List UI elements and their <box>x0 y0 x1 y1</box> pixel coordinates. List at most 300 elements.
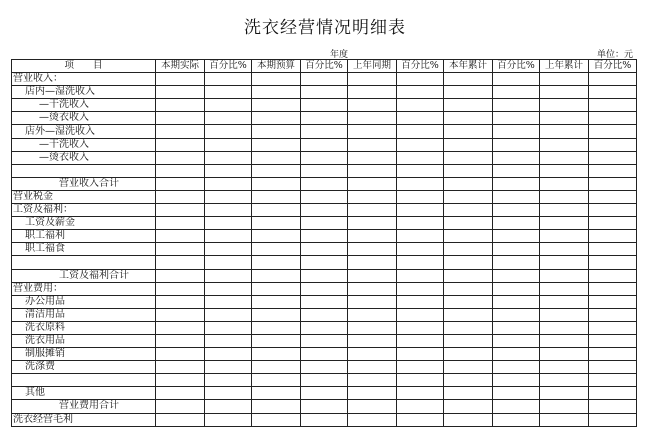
value-cell[interactable] <box>205 177 252 190</box>
value-cell[interactable] <box>205 361 252 374</box>
value-cell[interactable] <box>252 151 301 164</box>
value-cell[interactable] <box>301 86 348 99</box>
value-cell[interactable] <box>589 321 637 334</box>
value-cell[interactable] <box>444 269 493 282</box>
value-cell[interactable] <box>205 151 252 164</box>
value-cell[interactable] <box>205 190 252 203</box>
value-cell[interactable] <box>397 321 444 334</box>
value-cell[interactable] <box>252 125 301 138</box>
value-cell[interactable] <box>348 348 397 361</box>
value-cell[interactable] <box>348 295 397 308</box>
value-cell[interactable] <box>444 151 493 164</box>
value-cell[interactable] <box>205 86 252 99</box>
value-cell[interactable] <box>397 243 444 256</box>
row-label: 清洁用品 <box>12 308 156 321</box>
value-cell[interactable] <box>397 204 444 217</box>
value-cell[interactable] <box>156 99 205 112</box>
value-cell[interactable] <box>301 387 348 400</box>
row-label <box>12 164 156 177</box>
value-cell[interactable] <box>156 243 205 256</box>
value-cell[interactable] <box>397 256 444 269</box>
value-cell[interactable] <box>397 361 444 374</box>
value-cell[interactable] <box>493 295 540 308</box>
value-cell[interactable] <box>301 334 348 347</box>
value-cell[interactable] <box>205 99 252 112</box>
row-label: 办公用品 <box>12 295 156 308</box>
value-cell[interactable] <box>348 190 397 203</box>
value-cell[interactable] <box>444 177 493 190</box>
value-cell[interactable] <box>540 413 589 426</box>
value-cell[interactable] <box>156 217 205 230</box>
value-cell[interactable] <box>540 230 589 243</box>
value-cell[interactable] <box>493 321 540 334</box>
value-cell[interactable] <box>540 361 589 374</box>
row-label: 制服摊销 <box>12 348 156 361</box>
value-cell[interactable] <box>397 73 444 86</box>
value-cell[interactable] <box>252 73 301 86</box>
value-cell[interactable] <box>301 138 348 151</box>
value-cell[interactable] <box>252 86 301 99</box>
value-cell[interactable] <box>156 413 205 426</box>
value-cell[interactable] <box>156 86 205 99</box>
value-cell[interactable] <box>493 334 540 347</box>
value-cell[interactable] <box>493 348 540 361</box>
value-cell[interactable] <box>540 269 589 282</box>
value-cell[interactable] <box>444 361 493 374</box>
value-cell[interactable] <box>540 86 589 99</box>
value-cell[interactable] <box>156 282 205 295</box>
value-cell[interactable] <box>397 334 444 347</box>
value-cell[interactable] <box>397 86 444 99</box>
value-cell[interactable] <box>348 99 397 112</box>
table-row <box>12 387 637 400</box>
table-row <box>12 164 637 177</box>
value-cell[interactable] <box>301 112 348 125</box>
value-cell[interactable] <box>493 204 540 217</box>
row-label: 洗衣原料 <box>12 321 156 334</box>
table-row <box>12 321 637 334</box>
value-cell[interactable] <box>156 387 205 400</box>
header-cell: 上年累计 <box>540 60 589 73</box>
value-cell[interactable] <box>252 387 301 400</box>
value-cell[interactable] <box>156 361 205 374</box>
value-cell[interactable] <box>589 348 637 361</box>
value-cell[interactable] <box>540 73 589 86</box>
value-cell[interactable] <box>540 112 589 125</box>
value-cell[interactable] <box>540 151 589 164</box>
value-cell[interactable] <box>397 112 444 125</box>
value-cell[interactable] <box>493 282 540 295</box>
value-cell[interactable] <box>156 400 205 413</box>
value-cell[interactable] <box>301 230 348 243</box>
value-cell[interactable] <box>589 282 637 295</box>
value-cell[interactable] <box>397 138 444 151</box>
value-cell[interactable] <box>444 387 493 400</box>
value-cell[interactable] <box>589 138 637 151</box>
value-cell[interactable] <box>397 230 444 243</box>
value-cell[interactable] <box>205 334 252 347</box>
value-cell[interactable] <box>156 204 205 217</box>
value-cell[interactable] <box>252 256 301 269</box>
value-cell[interactable] <box>252 295 301 308</box>
value-cell[interactable] <box>444 400 493 413</box>
value-cell[interactable] <box>348 413 397 426</box>
value-cell[interactable] <box>205 217 252 230</box>
value-cell[interactable] <box>589 243 637 256</box>
value-cell[interactable] <box>348 230 397 243</box>
value-cell[interactable] <box>540 400 589 413</box>
value-cell[interactable] <box>205 400 252 413</box>
value-cell[interactable] <box>589 125 637 138</box>
table-header <box>12 60 637 73</box>
value-cell[interactable] <box>444 112 493 125</box>
value-cell[interactable] <box>252 217 301 230</box>
row-label: —烫衣收入 <box>12 151 156 164</box>
row-label <box>12 374 156 387</box>
page-title: 洗衣经营情况明细表 <box>244 18 406 38</box>
value-cell[interactable] <box>493 164 540 177</box>
value-cell[interactable] <box>540 282 589 295</box>
value-cell[interactable] <box>205 269 252 282</box>
value-cell[interactable] <box>156 308 205 321</box>
value-cell[interactable] <box>252 374 301 387</box>
value-cell[interactable] <box>589 269 637 282</box>
value-cell[interactable] <box>397 177 444 190</box>
value-cell[interactable] <box>348 282 397 295</box>
value-cell[interactable] <box>301 348 348 361</box>
value-cell[interactable] <box>205 321 252 334</box>
value-cell[interactable] <box>156 230 205 243</box>
value-cell[interactable] <box>589 177 637 190</box>
value-cell[interactable] <box>589 256 637 269</box>
value-cell[interactable] <box>205 73 252 86</box>
table-row <box>12 217 637 230</box>
value-cell[interactable] <box>348 387 397 400</box>
value-cell[interactable] <box>301 204 348 217</box>
value-cell[interactable] <box>540 334 589 347</box>
value-cell[interactable] <box>493 125 540 138</box>
value-cell[interactable] <box>397 282 444 295</box>
value-cell[interactable] <box>252 282 301 295</box>
value-cell[interactable] <box>589 99 637 112</box>
value-cell[interactable] <box>252 321 301 334</box>
value-cell[interactable] <box>205 282 252 295</box>
value-cell[interactable] <box>205 125 252 138</box>
row-label: —干洗收入 <box>12 138 156 151</box>
value-cell[interactable] <box>348 86 397 99</box>
value-cell[interactable] <box>301 73 348 86</box>
value-cell[interactable] <box>589 164 637 177</box>
value-cell[interactable] <box>156 321 205 334</box>
value-cell[interactable] <box>493 361 540 374</box>
value-cell[interactable] <box>397 413 444 426</box>
header-row <box>12 60 637 73</box>
value-cell[interactable] <box>540 243 589 256</box>
table-row <box>12 177 637 190</box>
value-cell[interactable] <box>540 99 589 112</box>
header-cell: 百分比% <box>301 60 348 73</box>
value-cell[interactable] <box>252 230 301 243</box>
value-cell[interactable] <box>252 164 301 177</box>
value-cell[interactable] <box>589 413 637 426</box>
value-cell[interactable] <box>493 73 540 86</box>
value-cell[interactable] <box>348 308 397 321</box>
value-cell[interactable] <box>252 99 301 112</box>
value-cell[interactable] <box>156 348 205 361</box>
value-cell[interactable] <box>540 217 589 230</box>
value-cell[interactable] <box>493 308 540 321</box>
value-cell[interactable] <box>540 125 589 138</box>
value-cell[interactable] <box>301 374 348 387</box>
value-cell[interactable] <box>301 361 348 374</box>
value-cell[interactable] <box>493 269 540 282</box>
value-cell[interactable] <box>493 400 540 413</box>
row-label: 洗涤费 <box>12 361 156 374</box>
value-cell[interactable] <box>301 217 348 230</box>
value-cell[interactable] <box>589 217 637 230</box>
value-cell[interactable] <box>444 334 493 347</box>
value-cell[interactable] <box>252 269 301 282</box>
value-cell[interactable] <box>444 295 493 308</box>
value-cell[interactable] <box>540 177 589 190</box>
value-cell[interactable] <box>397 348 444 361</box>
value-cell[interactable] <box>156 190 205 203</box>
value-cell[interactable] <box>589 334 637 347</box>
table-row <box>12 73 637 86</box>
value-cell[interactable] <box>589 86 637 99</box>
value-cell[interactable] <box>301 269 348 282</box>
value-cell[interactable] <box>205 308 252 321</box>
value-cell[interactable] <box>348 334 397 347</box>
value-cell[interactable] <box>348 73 397 86</box>
value-cell[interactable] <box>444 308 493 321</box>
value-cell[interactable] <box>397 308 444 321</box>
value-cell[interactable] <box>348 138 397 151</box>
row-label: 洗衣用品 <box>12 334 156 347</box>
value-cell[interactable] <box>252 361 301 374</box>
value-cell[interactable] <box>397 190 444 203</box>
value-cell[interactable] <box>397 125 444 138</box>
value-cell[interactable] <box>205 230 252 243</box>
value-cell[interactable] <box>540 374 589 387</box>
value-cell[interactable] <box>301 400 348 413</box>
value-cell[interactable] <box>540 348 589 361</box>
value-cell[interactable] <box>493 230 540 243</box>
value-cell[interactable] <box>540 295 589 308</box>
value-cell[interactable] <box>301 243 348 256</box>
value-cell[interactable] <box>301 321 348 334</box>
value-cell[interactable] <box>444 374 493 387</box>
value-cell[interactable] <box>589 204 637 217</box>
value-cell[interactable] <box>301 125 348 138</box>
table-row <box>12 269 637 282</box>
value-cell[interactable] <box>397 295 444 308</box>
value-cell[interactable] <box>348 321 397 334</box>
value-cell[interactable] <box>348 361 397 374</box>
value-cell[interactable] <box>252 348 301 361</box>
table-row <box>12 190 637 203</box>
value-cell[interactable] <box>589 295 637 308</box>
value-cell[interactable] <box>444 348 493 361</box>
value-cell[interactable] <box>397 400 444 413</box>
value-cell[interactable] <box>252 177 301 190</box>
value-cell[interactable] <box>397 164 444 177</box>
value-cell[interactable] <box>205 243 252 256</box>
value-cell[interactable] <box>348 112 397 125</box>
value-cell[interactable] <box>205 164 252 177</box>
value-cell[interactable] <box>301 413 348 426</box>
value-cell[interactable] <box>540 138 589 151</box>
value-cell[interactable] <box>156 151 205 164</box>
value-cell[interactable] <box>493 138 540 151</box>
value-cell[interactable] <box>205 295 252 308</box>
value-cell[interactable] <box>493 243 540 256</box>
value-cell[interactable] <box>301 177 348 190</box>
value-cell[interactable] <box>540 387 589 400</box>
value-cell[interactable] <box>589 73 637 86</box>
value-cell[interactable] <box>397 217 444 230</box>
value-cell[interactable] <box>205 256 252 269</box>
value-cell[interactable] <box>444 256 493 269</box>
value-cell[interactable] <box>540 204 589 217</box>
value-cell[interactable] <box>156 138 205 151</box>
value-cell[interactable] <box>205 138 252 151</box>
value-cell[interactable] <box>252 204 301 217</box>
value-cell[interactable] <box>444 321 493 334</box>
value-cell[interactable] <box>493 387 540 400</box>
value-cell[interactable] <box>444 138 493 151</box>
value-cell[interactable] <box>444 204 493 217</box>
value-cell[interactable] <box>252 308 301 321</box>
value-cell[interactable] <box>540 164 589 177</box>
value-cell[interactable] <box>493 151 540 164</box>
value-cell[interactable] <box>397 151 444 164</box>
value-cell[interactable] <box>493 190 540 203</box>
value-cell[interactable] <box>348 243 397 256</box>
value-cell[interactable] <box>156 256 205 269</box>
value-cell[interactable] <box>348 269 397 282</box>
value-cell[interactable] <box>397 374 444 387</box>
value-cell[interactable] <box>348 164 397 177</box>
value-cell[interactable] <box>444 73 493 86</box>
value-cell[interactable] <box>540 321 589 334</box>
value-cell[interactable] <box>205 204 252 217</box>
header-cell: 百分比% <box>397 60 444 73</box>
value-cell[interactable] <box>397 387 444 400</box>
value-cell[interactable] <box>589 230 637 243</box>
value-cell[interactable] <box>589 374 637 387</box>
value-cell[interactable] <box>444 164 493 177</box>
value-cell[interactable] <box>301 99 348 112</box>
value-cell[interactable] <box>444 243 493 256</box>
value-cell[interactable] <box>348 400 397 413</box>
value-cell[interactable] <box>301 256 348 269</box>
value-cell[interactable] <box>348 256 397 269</box>
value-cell[interactable] <box>540 256 589 269</box>
value-cell[interactable] <box>156 334 205 347</box>
value-cell[interactable] <box>348 151 397 164</box>
value-cell[interactable] <box>252 334 301 347</box>
value-cell[interactable] <box>205 112 252 125</box>
value-cell[interactable] <box>493 86 540 99</box>
value-cell[interactable] <box>444 86 493 99</box>
value-cell[interactable] <box>493 99 540 112</box>
table-row <box>12 308 637 321</box>
value-cell[interactable] <box>348 374 397 387</box>
value-cell[interactable] <box>156 73 205 86</box>
table-body <box>12 73 637 427</box>
value-cell[interactable] <box>540 190 589 203</box>
value-cell[interactable] <box>252 112 301 125</box>
value-cell[interactable] <box>589 151 637 164</box>
value-cell[interactable] <box>301 151 348 164</box>
header-cell: 本年累计 <box>444 60 493 73</box>
value-cell[interactable] <box>493 374 540 387</box>
value-cell[interactable] <box>205 374 252 387</box>
value-cell[interactable] <box>301 164 348 177</box>
value-cell[interactable] <box>205 387 252 400</box>
value-cell[interactable] <box>493 413 540 426</box>
table-row <box>12 86 637 99</box>
value-cell[interactable] <box>444 99 493 112</box>
value-cell[interactable] <box>252 138 301 151</box>
value-cell[interactable] <box>156 374 205 387</box>
value-cell[interactable] <box>205 348 252 361</box>
value-cell[interactable] <box>444 413 493 426</box>
value-cell[interactable] <box>301 308 348 321</box>
value-cell[interactable] <box>252 413 301 426</box>
value-cell[interactable] <box>589 400 637 413</box>
value-cell[interactable] <box>156 125 205 138</box>
value-cell[interactable] <box>348 125 397 138</box>
value-cell[interactable] <box>493 217 540 230</box>
value-cell[interactable] <box>444 190 493 203</box>
value-cell[interactable] <box>444 217 493 230</box>
value-cell[interactable] <box>493 177 540 190</box>
value-cell[interactable] <box>540 308 589 321</box>
value-cell[interactable] <box>156 295 205 308</box>
value-cell[interactable] <box>397 269 444 282</box>
value-cell[interactable] <box>589 387 637 400</box>
value-cell[interactable] <box>493 112 540 125</box>
value-cell[interactable] <box>444 282 493 295</box>
value-cell[interactable] <box>205 413 252 426</box>
value-cell[interactable] <box>444 230 493 243</box>
value-cell[interactable] <box>252 190 301 203</box>
value-cell[interactable] <box>589 112 637 125</box>
value-cell[interactable] <box>444 125 493 138</box>
value-cell[interactable] <box>252 243 301 256</box>
value-cell[interactable] <box>348 177 397 190</box>
value-cell[interactable] <box>301 190 348 203</box>
value-cell[interactable] <box>348 217 397 230</box>
value-cell[interactable] <box>589 190 637 203</box>
value-cell[interactable] <box>493 256 540 269</box>
value-cell[interactable] <box>301 282 348 295</box>
value-cell[interactable] <box>589 308 637 321</box>
value-cell[interactable] <box>156 112 205 125</box>
value-cell[interactable] <box>156 269 205 282</box>
row-label: 营业收入： <box>12 73 156 86</box>
value-cell[interactable] <box>156 177 205 190</box>
value-cell[interactable] <box>589 361 637 374</box>
value-cell[interactable] <box>348 204 397 217</box>
value-cell[interactable] <box>301 295 348 308</box>
header-cell: 本期实际 <box>156 60 205 73</box>
value-cell[interactable] <box>397 99 444 112</box>
value-cell[interactable] <box>156 164 205 177</box>
value-cell[interactable] <box>252 400 301 413</box>
